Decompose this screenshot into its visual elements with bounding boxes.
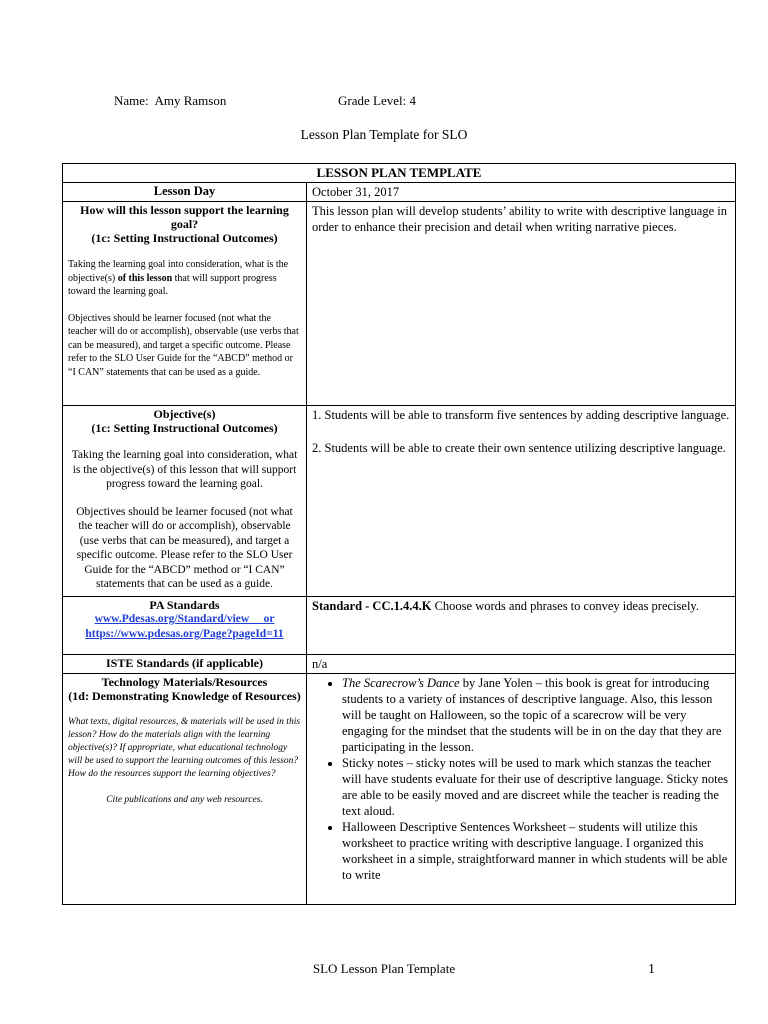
pa-standards-value: Standard - CC.1.4.4.K Choose words and phrases to convey ideas precisely.: [307, 597, 736, 655]
lesson-plan-table: [62, 163, 736, 905]
grade-label: Grade Level:: [338, 93, 407, 108]
objective-1: 1. Students will be able to transform five sentences by adding descriptive language.: [312, 408, 730, 422]
document-title: Lesson Plan Template for SLO: [300, 127, 468, 142]
objectives-instructions-1: Taking the learning goal into consideration, what is the objective(s) of this lesson that will support progress toward the learning goal.: [71, 449, 298, 490]
technology-heading: Technology Materials/Resources: [101, 675, 268, 689]
list-item: • The Scarecrow’s Dance by Jane Yolen – this book is great for introducing students to a variety of instances of descriptive language. Also, this lesson will be taught on Halloween, so the topic of a scarecrow will be very engaging for the mindset that the students will be in on the day that they are participating in the lesson.: [342, 675, 730, 755]
technology-instructions-1: What texts, digital resources, & materials will be used in this lesson? How do the materials align with the learning objective(s)? If appropriate, what educational technology will be used to support the learning outcomes of this lesson? How do the resources support the learning objectives?: [68, 717, 301, 779]
technology-subheading: (1d: Demonstrating Knowledge of Resources): [68, 689, 301, 703]
page-number: 1: [648, 962, 655, 977]
support-instructions-1: Taking the learning goal into consideration, what is the objective(s) of this lesson that will support progress toward the learning goal.: [68, 259, 289, 297]
lesson-day-value: October 31, 2017: [307, 183, 736, 202]
objectives-subheading: (1c: Setting Instructional Outcomes): [91, 421, 278, 435]
resources-list: [312, 675, 730, 883]
objective-2: 2. Students will be able to create their own sentence utilizing descriptive language.: [312, 441, 726, 455]
table-title: LESSON PLAN TEMPLATE: [63, 164, 736, 183]
pa-standards-heading: PA Standards: [149, 598, 220, 612]
pdesas-standard-link[interactable]: www.Pdesas.org/Standard/view or: [94, 613, 275, 625]
table-title-row: [63, 164, 736, 183]
support-row: [63, 202, 736, 406]
technology-instructions-2: Cite publications and any web resources.: [106, 795, 263, 805]
pa-standards-row: [63, 597, 736, 655]
footer-title: SLO Lesson Plan Template: [312, 961, 456, 976]
lesson-day-label: Lesson Day: [153, 184, 216, 198]
name-value: Amy Ramson: [154, 93, 227, 108]
name-line: [114, 93, 226, 109]
name-label: Name:: [114, 93, 149, 108]
objectives-row: [63, 406, 736, 597]
grade-value: 4: [409, 93, 416, 108]
objectives-heading: Objective(s): [153, 407, 216, 421]
objectives-instructions-2: Objectives should be learner focused (not what the teacher will do or accomplish), observable (use verbs that can be measured), and target a specific outcome. Please refer to the SLO User Guide for the “ABCD” method or “I CAN” statements that can be used as a guide.: [76, 505, 293, 590]
iste-value: n/a: [307, 655, 736, 674]
lesson-day-row: [63, 183, 736, 202]
support-instructions-2: Objectives should be learner focused (not what the teacher will do or accomplish), observable (use verbs that can be measured), and target a specific outcome. Please refer to the SLO User Guide for the “ABCD” method or “I CAN” statements that can be used as a guide.: [68, 312, 299, 378]
iste-heading: ISTE Standards (if applicable): [105, 656, 264, 670]
technology-row: [63, 674, 736, 905]
support-value: This lesson plan will develop students’ ability to write with descriptive language in order to enhance their precision and detail when writing narrative pieces.: [307, 202, 736, 406]
iste-row: [63, 655, 736, 674]
list-item: • Halloween Descriptive Sentences Worksheet – students will utilize this worksheet to practice writing with descriptive language. I organized this worksheet in a simple, straightforward manner in which students will be able to write: [342, 819, 730, 883]
support-heading: How will this lesson support the learning goal?: [80, 203, 289, 231]
list-item: • Sticky notes – sticky notes will be used to mark which stanzas the teacher will have students evaluate for their use of descriptive language. Sticky notes are able to be easily moved and are discreet while the teacher is reading the text aloud.: [342, 755, 730, 819]
grade-line: [338, 93, 416, 109]
support-subheading: (1c: Setting Instructional Outcomes): [91, 231, 278, 245]
pdesas-page-link[interactable]: https://www.pdesas.org/Page?pageId=11: [85, 628, 284, 640]
